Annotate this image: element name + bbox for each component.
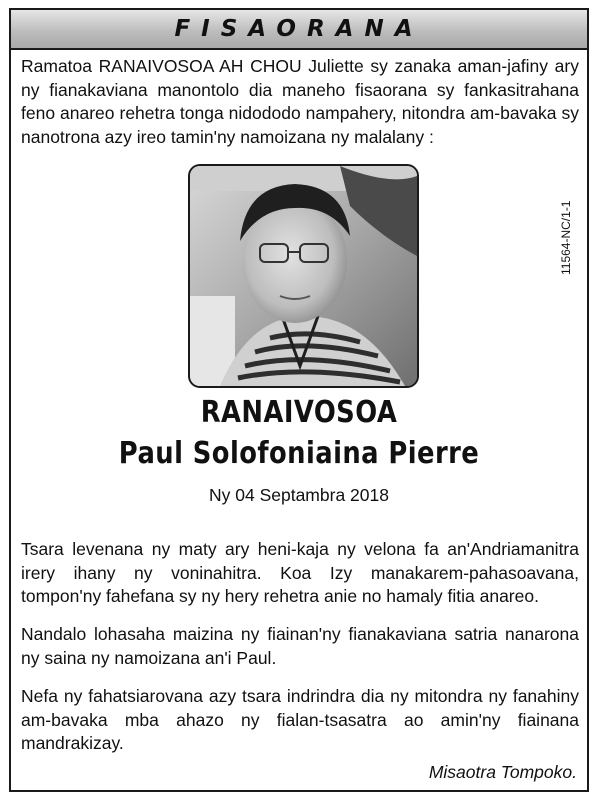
deceased-given-names: Paul Solofoniaina Pierre (118, 436, 480, 471)
notice-frame (9, 8, 589, 792)
reference-code: 11564-NC/1-1 (559, 200, 573, 275)
notice-title: FISAORANA (174, 16, 424, 42)
death-date: Ny 04 Septambra 2018 (209, 485, 389, 505)
header-banner (11, 10, 587, 50)
portrait-image (190, 166, 417, 386)
intro-paragraph: Ramatoa RANAIVOSOA AH CHOU Juliette sy zanaka aman-jafiny ary ny fianakaviana manontolo dia maneho fisaorana sy fankasitrahana feno anareo rehetra tonga nidododo nampahery, nitondra am-bavaka sy nanotrona azy ireo tamin'ny namoizana ny malalany : (21, 56, 579, 147)
portrait-photo (188, 164, 419, 388)
body-paragraph-3: Nefa ny fahatsiarovana azy tsara indrindra dia ny mitondra ny fanahiny am-bavaka mba ahazo ny fialan-tsasatra ao amin'ny fiainana mandrakizay. (21, 686, 579, 753)
deceased-surname: RANAIVOSOA (200, 395, 398, 430)
signoff: Misaotra Tompoko. (428, 762, 577, 782)
body-paragraph-2: Nandalo lohasaha maizina ny fiainan'ny fianakaviana satria nanarona ny saina ny namoizana an'i Paul. (21, 624, 579, 668)
body-paragraph-1: Tsara levenana ny maty ary heni-kaja ny velona fa an'Andriamanitra irery ihany ny voninahitra. Koa Izy manakarem-pahasoavana, tompon'ny fahefana sy ny hery rehetra anie no hamaly fitia anareo. (21, 539, 579, 606)
